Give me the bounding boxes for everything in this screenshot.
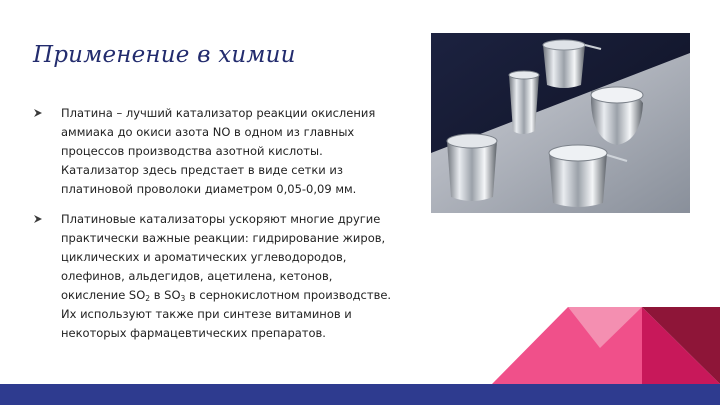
bullet-line: Платиновые катализаторы ускоряют многие другие bbox=[61, 212, 381, 226]
bullet-line: циклических и ароматических углеводородов, bbox=[61, 250, 347, 264]
bullet-line: Их используют также при синтезе витаминов и bbox=[61, 307, 352, 321]
subscript-2: 2 bbox=[145, 294, 151, 303]
bullet-line: Катализатор здесь предстает в виде сетки из bbox=[61, 163, 344, 177]
oxidation-middle: в SO bbox=[150, 288, 181, 302]
subscript-3: 3 bbox=[180, 294, 186, 303]
bullet-line: платиновой проволоки диаметром 0,05-0,09 мм. bbox=[61, 182, 357, 196]
bullet-line: процессов производства азотной кислоты. bbox=[61, 144, 323, 158]
bullet-line: олефинов, альдегидов, ацетилена, кетонов, bbox=[61, 269, 333, 283]
slide-title: Применение в химии bbox=[33, 42, 296, 68]
bullet-line: практически важные реакции: гидрирование жиров, bbox=[61, 231, 386, 245]
bottom-bar bbox=[0, 384, 720, 405]
bullet-line: аммиака до окиси азота NO в одном из главных bbox=[61, 125, 355, 139]
oxidation-suffix: в сернокислотном производстве. bbox=[185, 288, 392, 302]
bullet-line: некоторых фармацевтических препаратов. bbox=[61, 326, 326, 340]
oxidation-prefix: окисление SO bbox=[61, 288, 146, 302]
bullet-line: Платина – лучший катализатор реакции окисления bbox=[61, 106, 376, 120]
